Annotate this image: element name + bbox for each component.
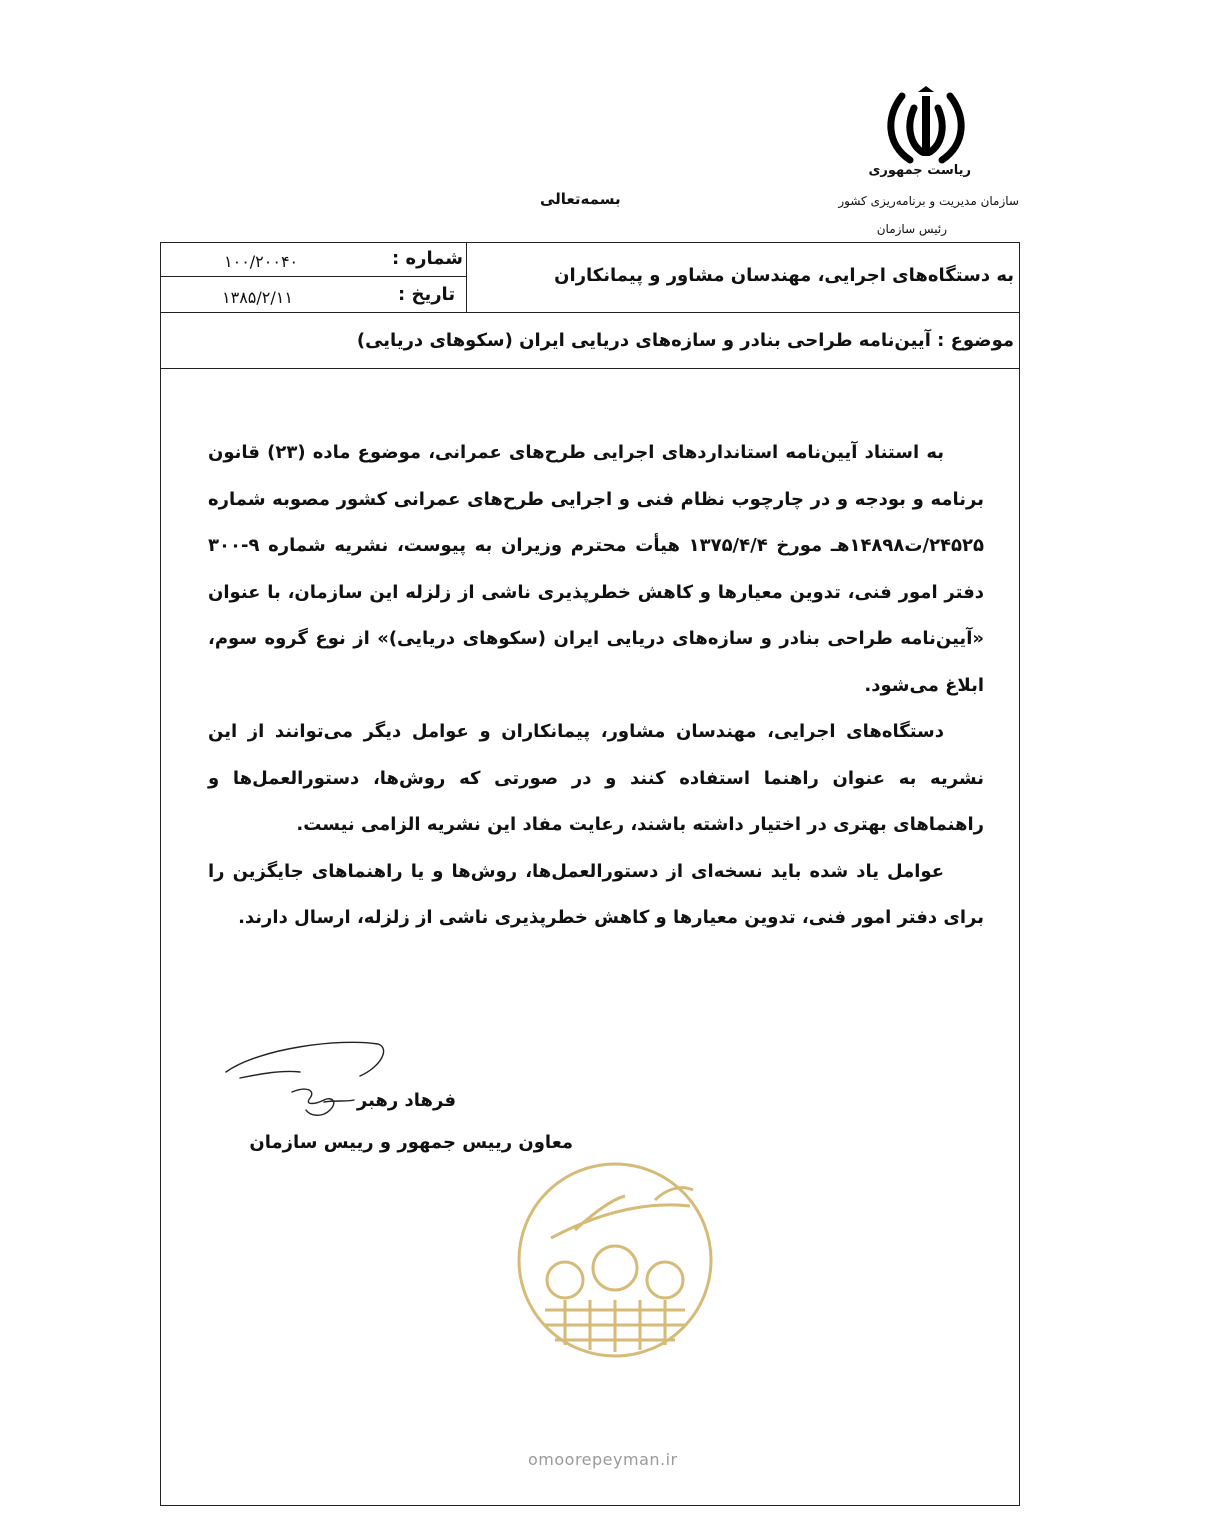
org-presidency: ریاست جمهوری (868, 163, 971, 178)
national-emblem-icon (884, 86, 968, 168)
date-value: ۱۳۸۵/۲/۱۱ (222, 288, 293, 307)
letter-body (208, 430, 984, 942)
signer-name: فرهاد رهبر (356, 1090, 456, 1111)
number-label: شماره : (392, 248, 463, 269)
signer-title: معاون رییس جمهور و رییس سازمان (249, 1132, 573, 1153)
date-label: تاریخ : (398, 284, 456, 305)
recipients-line: به دستگاه‌های اجرایی، مهندسان مشاور و پیمانکاران (554, 265, 1014, 286)
org-head-title: رئیس سازمان (876, 222, 947, 236)
frame-top-rule (160, 242, 1020, 243)
watermark-url: omoorepeyman.ir (528, 1450, 678, 1469)
body-paragraph-3: عوامل یاد شده باید نسخه‌ای از دستورالعمل‌ها، روش‌ها و یا راهنماهای جایگزین را برای دفتر امور فنی، تدوین معیارها و کاهش خطرپذیری ناشی از زلزله، ارسال دارند. (208, 860, 984, 928)
header-divider (160, 312, 1020, 313)
body-paragraph-2: دستگاه‌های اجرایی، مهندسان مشاور، پیمانکاران و عوامل دیگر می‌توانند از این نشریه به عنوان راهنما استفاده کنند و در صورتی که روش‌ها، دستورالعمل‌ها و راهنماهای بهتری در اختیار داشته باشند، رعایت مفاد این نشریه الزامی نیست. (208, 721, 984, 835)
meta-column-divider (466, 242, 467, 312)
subject-line: موضوع : آیین‌نامه طراحی بنادر و سازه‌های دریایی ایران (سکوهای دریایی) (356, 330, 1014, 351)
subject-divider (160, 368, 1020, 369)
number-value: ۱۰۰/۲۰۰۴۰ (224, 252, 299, 271)
meta-row-divider (160, 276, 466, 277)
basmala-heading: بسمه‌تعالی (540, 190, 621, 208)
seal-logo-icon (515, 1160, 715, 1360)
org-name: سازمان مدیریت و برنامه‌ریزی کشور (838, 194, 1019, 208)
handwritten-signature (220, 1030, 450, 1130)
body-paragraph-1: به استناد آیین‌نامه استانداردهای اجرایی طرح‌های عمرانی، موضوع ماده (۲۳) قانون برنامه و بودجه و در چارچوب نظام فنی و اجرایی طرح‌های عمرانی کشور مصوبه شماره ۲۴۵۲۵/ت۱۴۸۹۸هـ مورخ ۱۳۷۵/۴/۴ هیأت محترم وزیران به پیوست، نشریه شماره ۹-۳۰۰ دفتر امور فنی، تدوین معیارها و کاهش خطرپذیری ناشی از زلزله این سازمان، با عنوان «آیین‌نامه طراحی بنادر و سازه‌های دریایی ایران (سکوهای دریایی)» از نوع گروه سوم، ابلاغ می‌شود. (208, 442, 984, 696)
